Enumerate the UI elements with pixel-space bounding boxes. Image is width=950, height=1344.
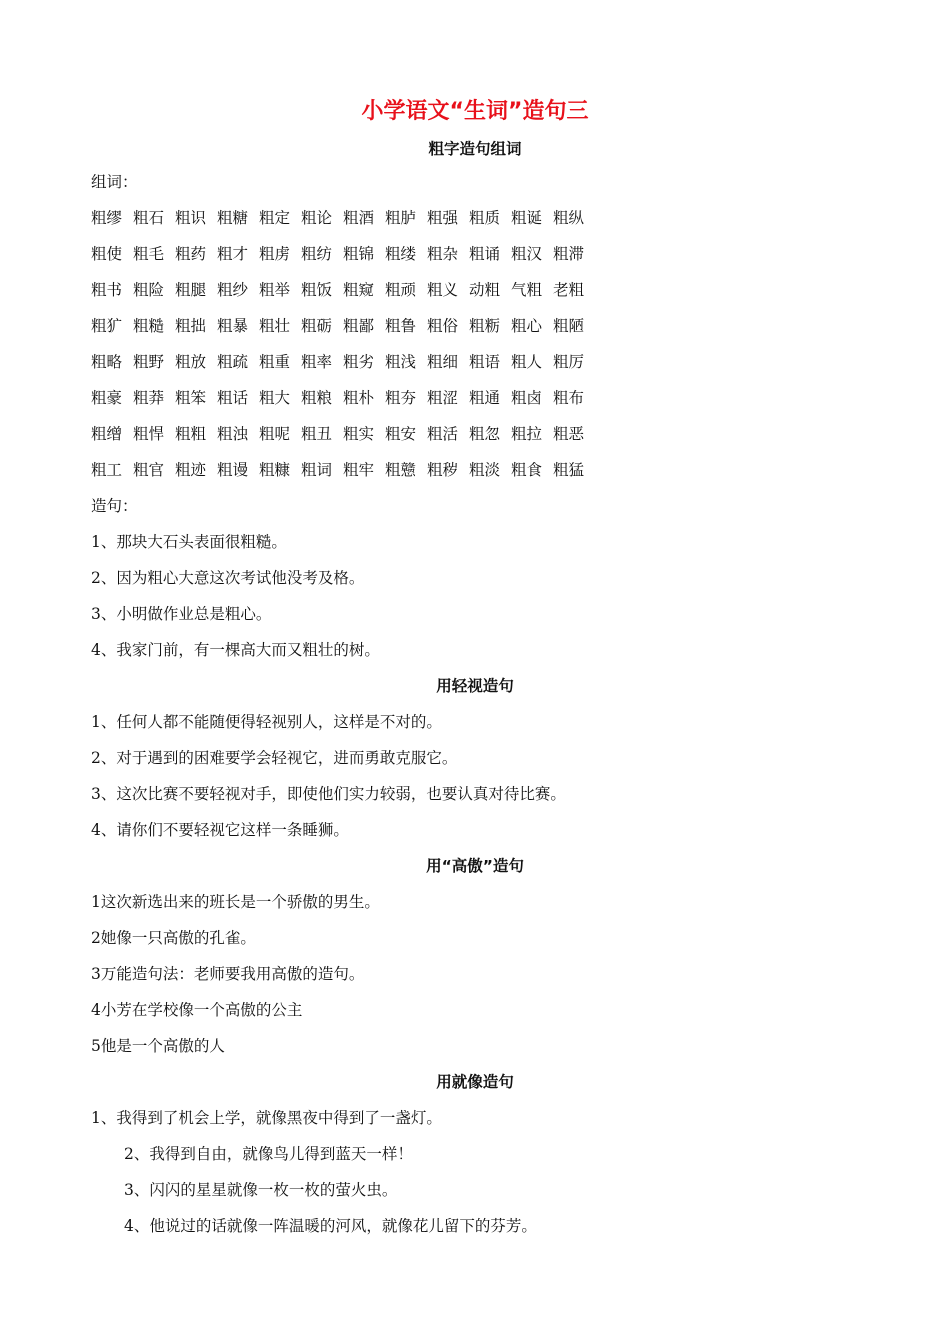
word-item: 粗劣 [343, 353, 375, 371]
word-item: 粗放 [175, 353, 207, 371]
word-item: 粗笨 [175, 389, 207, 407]
word-item: 粗药 [175, 245, 207, 263]
sentence-gaoao-1: 1这次新选出来的班长是一个骄傲的男生。 [91, 893, 380, 911]
sentence-qingshi-4: 4、请你们不要轻视它这样一条睡狮。 [91, 821, 349, 839]
sentence-gaoao-3: 3万能造句法：老师要我用高傲的造句。 [91, 965, 365, 983]
word-item: 粗暴 [217, 317, 249, 335]
sentence-qingshi-1: 1、任何人都不能随便得轻视别人，这样是不对的。 [91, 713, 442, 731]
word-item: 粗悍 [133, 425, 165, 443]
word-item: 粗率 [301, 353, 333, 371]
word-item: 粗石 [133, 209, 165, 227]
word-item: 粗野 [133, 353, 165, 371]
word-item: 粗纺 [301, 245, 333, 263]
word-item: 粗犷 [91, 317, 123, 335]
sentence-gaoao-2: 2她像一只高傲的孔雀。 [91, 929, 256, 947]
word-item: 粗腿 [175, 281, 207, 299]
zaoju-label: 造句： [91, 497, 138, 515]
sentence-qingshi-3: 3、这次比赛不要轻视对手，即使他们实力较弱，也要认真对待比赛。 [91, 785, 566, 803]
word-item: 粗戆 [385, 461, 417, 479]
word-item: 气粗 [511, 281, 543, 299]
word-row [91, 458, 595, 482]
word-item: 粗定 [259, 209, 291, 227]
word-item: 粗质 [469, 209, 501, 227]
sentence-cu-1: 1、那块大石头表面很粗糙。 [91, 533, 287, 551]
word-item: 粗淡 [469, 461, 501, 479]
word-item: 粗丑 [301, 425, 333, 443]
word-item: 粗浅 [385, 353, 417, 371]
word-item: 粗鄙 [343, 317, 375, 335]
word-item: 粗恶 [553, 425, 585, 443]
word-item: 粗举 [259, 281, 291, 299]
word-item: 粗活 [427, 425, 459, 443]
word-item: 粗糖 [217, 209, 249, 227]
word-item: 粗书 [91, 281, 123, 299]
word-item: 粗安 [385, 425, 417, 443]
word-item: 粗锦 [343, 245, 375, 263]
word-item: 粗略 [91, 353, 123, 371]
word-item: 粗才 [217, 245, 249, 263]
word-item: 粗酒 [343, 209, 375, 227]
sentence-gaoao-4: 4小芳在学校像一个高傲的公主 [91, 1001, 303, 1019]
word-row [91, 242, 595, 266]
word-item: 粗谩 [217, 461, 249, 479]
word-item: 粗实 [343, 425, 375, 443]
sentence-cu-2: 2、因为粗心大意这次考试他没考及格。 [91, 569, 365, 587]
section-heading-jiuxiang: 用就像造句 [436, 1073, 514, 1091]
word-row [91, 350, 595, 374]
word-item: 粗心 [511, 317, 543, 335]
word-item: 粗俗 [427, 317, 459, 335]
zuci-label: 组词： [91, 173, 138, 191]
word-item: 粗工 [91, 461, 123, 479]
word-item: 粗涩 [427, 389, 459, 407]
word-item: 粗糠 [259, 461, 291, 479]
word-item: 粗豪 [91, 389, 123, 407]
word-item: 动粗 [469, 281, 501, 299]
word-item: 粗陋 [553, 317, 585, 335]
word-item: 粗厉 [553, 353, 585, 371]
word-item: 粗使 [91, 245, 123, 263]
sentence-qingshi-2: 2、对于遇到的困难要学会轻视它，进而勇敢克服它。 [91, 749, 458, 767]
sentence-jiuxiang-4: 4、他说过的话就像一阵温暖的河风，就像花儿留下的芬芳。 [124, 1217, 537, 1235]
section-heading-qingshi: 用轻视造句 [436, 677, 514, 695]
word-row [91, 314, 595, 338]
word-item: 粗杂 [427, 245, 459, 263]
sentence-gaoao-5: 5他是一个高傲的人 [91, 1037, 225, 1055]
word-item: 粗砺 [301, 317, 333, 335]
word-item: 粗拙 [175, 317, 207, 335]
sentence-jiuxiang-2: 2、我得到自由，就像鸟儿得到蓝天一样！ [124, 1145, 413, 1163]
word-item: 老粗 [553, 281, 585, 299]
word-item: 粗胪 [385, 209, 417, 227]
word-item: 粗粗 [175, 425, 207, 443]
word-item: 粗词 [301, 461, 333, 479]
word-item: 粗诵 [469, 245, 501, 263]
word-item: 粗糙 [133, 317, 165, 335]
word-item: 粗险 [133, 281, 165, 299]
word-item: 粗汉 [511, 245, 543, 263]
word-item: 粗拉 [511, 425, 543, 443]
word-item: 粗语 [469, 353, 501, 371]
word-item: 粗粝 [469, 317, 501, 335]
word-item: 粗浊 [217, 425, 249, 443]
word-item: 粗大 [259, 389, 291, 407]
word-item: 粗缪 [91, 209, 123, 227]
word-item: 粗食 [511, 461, 543, 479]
word-row [91, 206, 595, 230]
word-item: 粗纵 [553, 209, 585, 227]
word-item: 粗朴 [343, 389, 375, 407]
word-item: 粗迹 [175, 461, 207, 479]
word-item: 粗识 [175, 209, 207, 227]
word-item: 粗猛 [553, 461, 585, 479]
word-item: 粗虏 [259, 245, 291, 263]
word-item: 粗纱 [217, 281, 249, 299]
word-item: 粗布 [553, 389, 585, 407]
word-item: 粗秽 [427, 461, 459, 479]
word-item: 粗缕 [385, 245, 417, 263]
word-item: 粗重 [259, 353, 291, 371]
section-heading-cu: 粗字造句组词 [428, 140, 522, 158]
word-item: 粗壮 [259, 317, 291, 335]
word-item: 粗细 [427, 353, 459, 371]
word-item: 粗窥 [343, 281, 375, 299]
sentence-jiuxiang-3: 3、闪闪的星星就像一枚一枚的萤火虫。 [124, 1181, 398, 1199]
section-heading-gaoao: 用“高傲”造句 [426, 857, 524, 875]
word-item: 粗牢 [343, 461, 375, 479]
word-item: 粗粮 [301, 389, 333, 407]
word-item: 粗顽 [385, 281, 417, 299]
sentence-cu-3: 3、小明做作业总是粗心。 [91, 605, 272, 623]
word-item: 粗通 [469, 389, 501, 407]
word-item: 粗毛 [133, 245, 165, 263]
sentence-jiuxiang-1: 1、我得到了机会上学，就像黑夜中得到了一盏灯。 [91, 1109, 442, 1127]
word-item: 粗滞 [553, 245, 585, 263]
word-item: 粗论 [301, 209, 333, 227]
word-item: 粗莽 [133, 389, 165, 407]
word-item: 粗话 [217, 389, 249, 407]
word-item: 粗义 [427, 281, 459, 299]
word-item: 粗诞 [511, 209, 543, 227]
word-row [91, 386, 595, 410]
word-item: 粗官 [133, 461, 165, 479]
word-item: 粗卤 [511, 389, 543, 407]
word-item: 粗饭 [301, 281, 333, 299]
word-item: 粗缯 [91, 425, 123, 443]
word-row [91, 422, 595, 446]
document-title: 小学语文“生词”造句三 [361, 99, 589, 124]
word-item: 粗人 [511, 353, 543, 371]
word-item: 粗呢 [259, 425, 291, 443]
word-item: 粗鲁 [385, 317, 417, 335]
word-item: 粗忽 [469, 425, 501, 443]
word-item: 粗强 [427, 209, 459, 227]
sentence-cu-4: 4、我家门前，有一棵高大而又粗壮的树。 [91, 641, 380, 659]
word-item: 粗疏 [217, 353, 249, 371]
word-item: 粗夯 [385, 389, 417, 407]
word-row [91, 278, 595, 302]
